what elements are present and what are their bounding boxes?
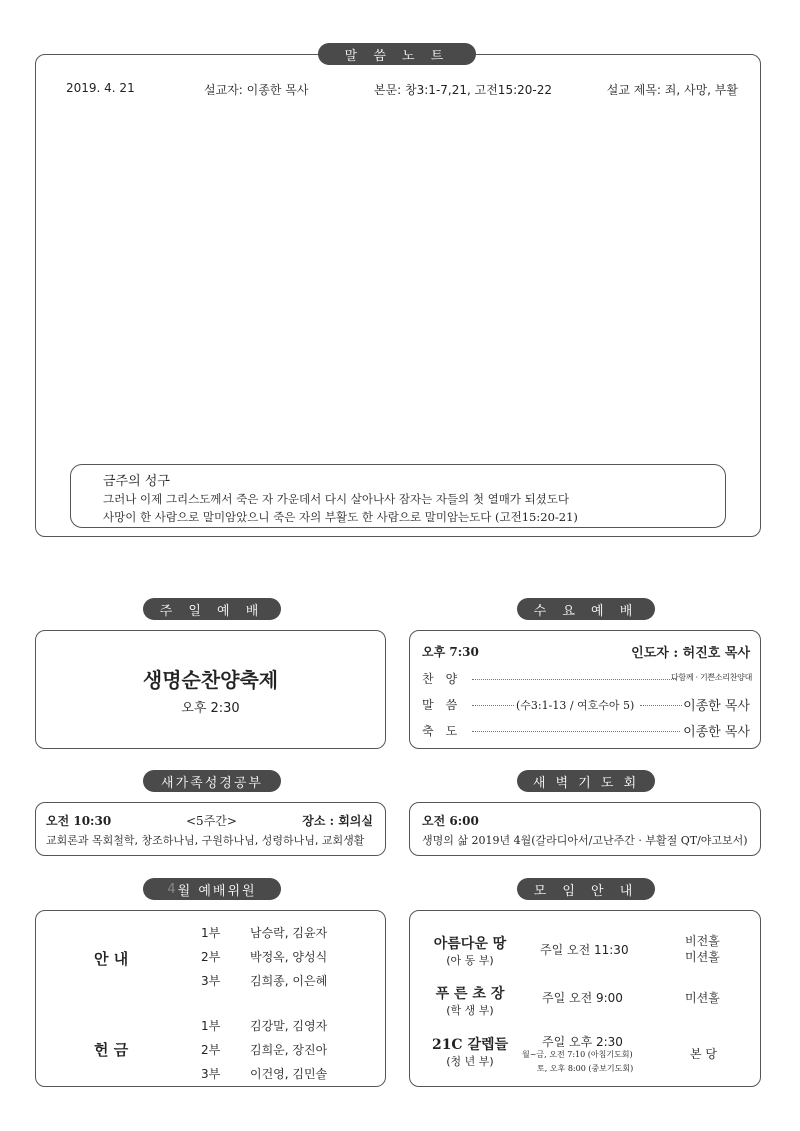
program-label: 찬 양 xyxy=(422,672,458,686)
meeting-dept: (아 동 부) xyxy=(446,954,494,967)
committee-month: 4 xyxy=(167,881,178,897)
weekly-verse-heading: 금주의 성구 xyxy=(103,474,170,489)
meetings-title: 모 임 안 내 xyxy=(517,878,655,900)
meeting-time: 주일 오전 9:00 xyxy=(542,991,623,1005)
family-study-time: 오전 10:30 xyxy=(46,814,112,828)
meeting-time: 주일 오전 11:30 xyxy=(540,943,629,957)
meetings-box xyxy=(409,910,761,1087)
wednesday-leader: 인도자 : 허진호 목사 xyxy=(631,646,750,661)
committee-box xyxy=(35,910,386,1087)
wednesday-service-title: 수 요 예 배 xyxy=(517,598,655,620)
sunday-service-title: 주 일 예 배 xyxy=(143,598,281,620)
meeting-schedule-weekday: 월~금, 오전 7:10 (아침기도회) xyxy=(522,1050,633,1059)
sunday-time: 오후 2:30 xyxy=(181,701,240,716)
sermon-date: 2019. 4. 21 xyxy=(66,81,135,95)
program-row-benediction xyxy=(410,720,760,740)
committee-title xyxy=(143,878,281,900)
meeting-name: 21C 갈렙들 xyxy=(431,1037,509,1053)
committee-part: 1부 xyxy=(201,1019,221,1033)
meeting-place: 비전홀 xyxy=(685,934,720,948)
program-performer: 다함께 · 기쁜소리찬양대 xyxy=(670,673,752,682)
dawn-prayer-content: 생명의 삶 2019년 4월(갈라디아서/고난주간 · 부활절 QT/야고보서) xyxy=(422,834,748,847)
program-row-sermon xyxy=(410,694,760,714)
dawn-prayer-time: 오전 6:00 xyxy=(422,814,479,828)
meeting-place: 미션홀 xyxy=(685,991,720,1005)
meeting-schedule-saturday: 토, 오후 8:00 (중보기도회) xyxy=(537,1064,634,1073)
meeting-dept: (청 년 부) xyxy=(446,1055,494,1068)
sermon-preacher: 설교자: 이종한 목사 xyxy=(204,83,309,97)
dawn-prayer-box xyxy=(409,802,761,856)
leader-dots xyxy=(472,731,680,732)
weekly-verse-box xyxy=(70,464,726,528)
committee-names: 김희종, 이은혜 xyxy=(250,974,328,988)
program-row-praise xyxy=(410,668,760,688)
program-label: 축 도 xyxy=(422,724,458,738)
family-study-box xyxy=(35,802,386,856)
family-study-topics: 교회론과 목회철학, 창조하나님, 구원하나님, 성령하나님, 교회생활 xyxy=(46,834,365,847)
sermon-title: 설교 제목: 죄, 사망, 부활 xyxy=(606,83,738,97)
program-performer: 이종한 목사 xyxy=(683,725,750,740)
leader-dots xyxy=(640,705,682,706)
committee-part: 2부 xyxy=(201,950,221,964)
sermon-scripture: 본문: 창3:1-7,21, 고전15:20-22 xyxy=(374,83,552,97)
wednesday-time: 오후 7:30 xyxy=(422,645,479,659)
committee-group-offering: 헌 금 xyxy=(94,1041,129,1059)
committee-part: 3부 xyxy=(201,1067,221,1081)
weekly-verse-line-2: 사망이 한 사람으로 말미암았으니 죽은 자의 부활도 한 사람으로 말미암는도다 (고전15:20-21) xyxy=(103,510,578,524)
committee-names: 이건영, 김민솔 xyxy=(250,1067,328,1081)
family-study-title: 새가족성경공부 xyxy=(143,770,281,792)
committee-names: 김강말, 김영자 xyxy=(250,1019,328,1033)
program-scripture: (수3:1-13 / 여호수아 5) xyxy=(516,699,635,712)
committee-title-text: 월 예배위원 xyxy=(177,883,257,899)
meeting-name: 푸 른 초 장 xyxy=(435,986,505,1002)
committee-names: 박정옥, 양성식 xyxy=(250,950,328,964)
weekly-verse-line-1: 그러나 이제 그리스도께서 죽은 자 가운데서 다시 살아나사 잠자는 자들의 첫 열매가 되셨도다 xyxy=(103,492,570,506)
family-study-weeks: <5주간> xyxy=(186,814,237,828)
committee-part: 2부 xyxy=(201,1043,221,1057)
sunday-service-box xyxy=(35,630,386,749)
committee-names: 김희운, 장진아 xyxy=(250,1043,328,1057)
program-performer: 이종한 목사 xyxy=(683,699,750,714)
leader-dots xyxy=(472,679,676,680)
meeting-dept: (학 생 부) xyxy=(446,1004,494,1017)
committee-names: 남승락, 김윤자 xyxy=(250,926,328,940)
meeting-time: 주일 오후 2:30 xyxy=(542,1035,623,1049)
committee-part: 1부 xyxy=(201,926,221,940)
program-label: 말 씀 xyxy=(422,698,458,712)
sunday-event: 생명순찬양축제 xyxy=(142,668,279,692)
committee-group-usher: 안 내 xyxy=(94,950,129,968)
family-study-place: 장소 : 회의실 xyxy=(302,814,373,828)
committee-part: 3부 xyxy=(201,974,221,988)
meeting-name: 아름다운 땅 xyxy=(433,936,507,952)
meeting-place: 미션홀 xyxy=(685,950,720,964)
leader-dots xyxy=(472,705,514,706)
note-section-title: 말 씀 노 트 xyxy=(318,43,476,65)
dawn-prayer-title: 새 벽 기 도 회 xyxy=(517,770,655,792)
meeting-place: 본 당 xyxy=(690,1047,717,1061)
sermon-note-box xyxy=(35,54,761,537)
wednesday-service-box xyxy=(409,630,761,749)
